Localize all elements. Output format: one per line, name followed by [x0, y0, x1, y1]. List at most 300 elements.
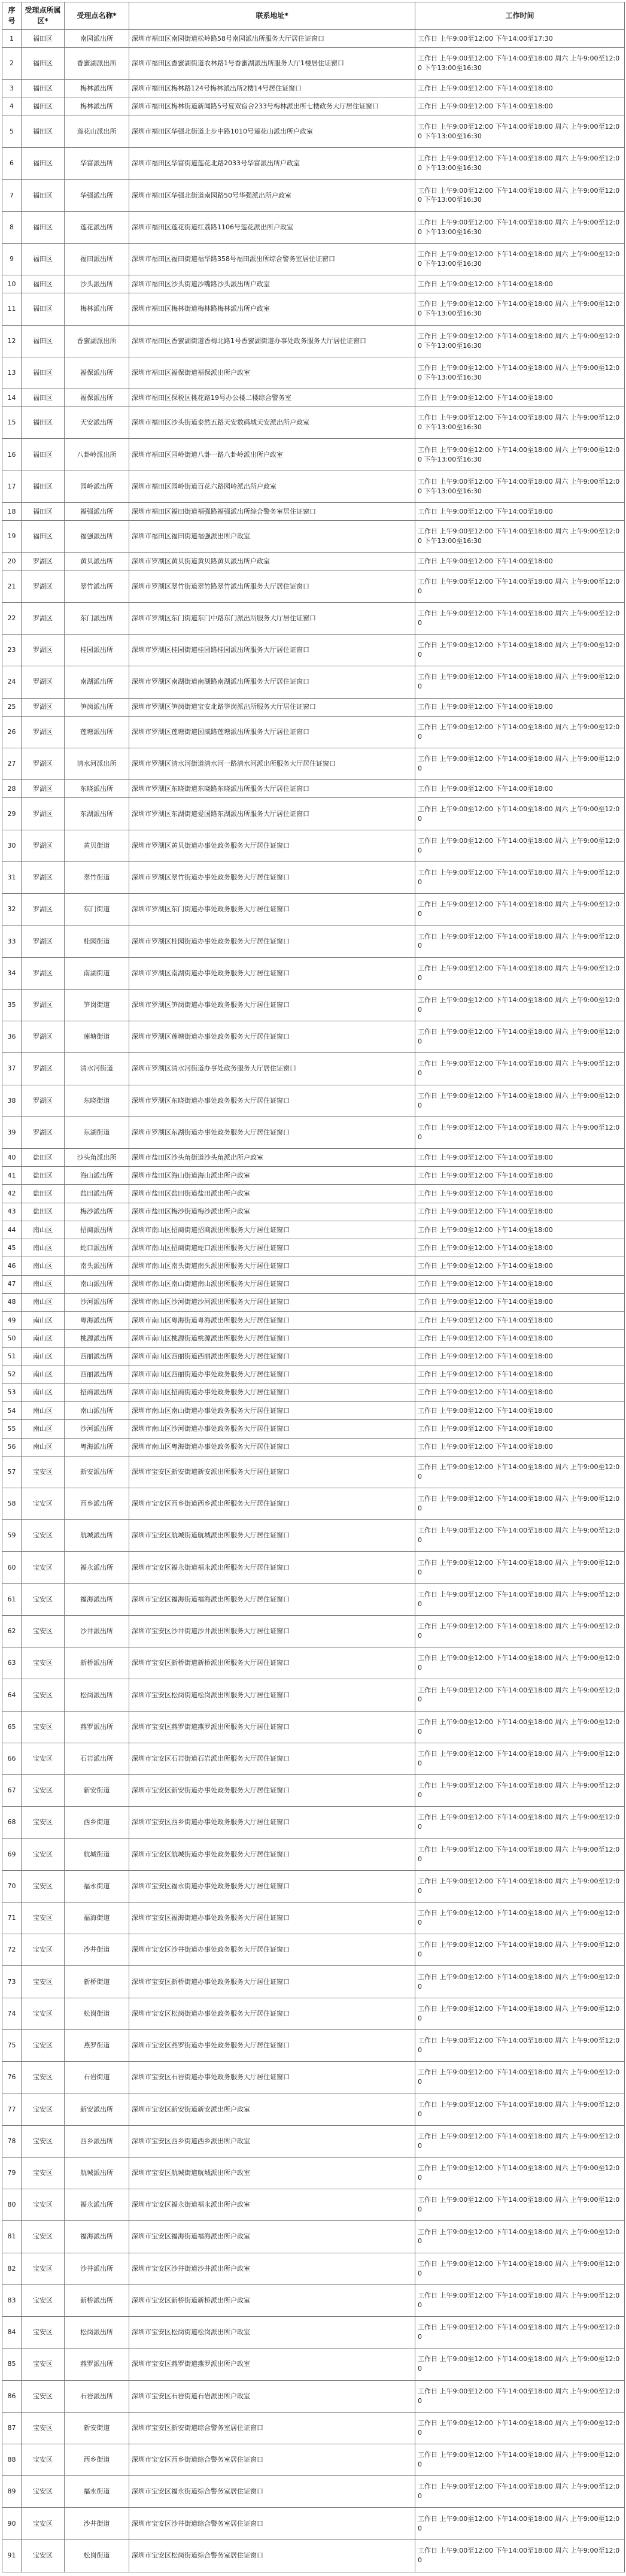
cell-address: 深圳市福田区梅林路124号梅林派出所2楼14号居住证窗口 [129, 80, 415, 98]
cell-hours: 工作日 上午9:00至12:00 下午14:00至18:00 [415, 1203, 625, 1221]
cell-station: 航城派出所 [65, 2157, 129, 2189]
cell-district: 宝安区 [22, 1647, 65, 1679]
cell-station: 沙头派出所 [65, 275, 129, 293]
cell-no: 63 [2, 1647, 22, 1679]
table-row [2, 1330, 625, 1348]
cell-station: 西丽派出所 [65, 1348, 129, 1366]
cell-hours: 工作日 上午9:00至12:00 下午14:00至18:00 周六 上午9:00至12:00 [415, 1085, 625, 1116]
cell-station: 沙井街道 [65, 2508, 129, 2539]
cell-station: 福海派出所 [65, 1583, 129, 1615]
table-row [2, 748, 625, 779]
header-row [2, 2, 625, 30]
cell-no: 66 [2, 1743, 22, 1774]
cell-no: 91 [2, 2539, 22, 2572]
cell-district: 宝安区 [22, 1807, 65, 1838]
table-row [2, 2253, 625, 2284]
cell-station: 天安派出所 [65, 407, 129, 439]
cell-district: 福田区 [22, 439, 65, 471]
cell-address: 深圳市宝安区石岩街道石岩派出所户政室 [129, 2380, 415, 2412]
cell-station: 梅林派出所 [65, 293, 129, 325]
table-row [2, 1366, 625, 1383]
cell-address: 深圳市南山区粤海街道办事处政务服务大厅居住证窗口 [129, 1438, 415, 1456]
cell-no: 39 [2, 1116, 22, 1148]
cell-no: 60 [2, 1552, 22, 1583]
cell-no: 2 [2, 48, 22, 80]
cell-address: 深圳市宝安区航城街道办事处政务服务大厅居住证窗口 [129, 1838, 415, 1870]
cell-district: 南山区 [22, 1348, 65, 1366]
cell-no: 33 [2, 926, 22, 957]
cell-no: 11 [2, 293, 22, 325]
cell-hours: 工作日 上午9:00至12:00 下午14:00至18:00 [415, 502, 625, 520]
cell-station: 福海街道 [65, 1903, 129, 1934]
cell-hours: 工作日 上午9:00至12:00 下午14:00至18:00 周六 上午9:00至12:00 下午13:00至16:30 [415, 439, 625, 471]
cell-hours: 工作日 上午9:00至12:00 下午14:00至18:00 周六 上午9:00至12:00 [415, 1807, 625, 1838]
cell-no: 10 [2, 275, 22, 293]
cell-no: 18 [2, 502, 22, 520]
table-row [2, 1402, 625, 1420]
table-row [2, 48, 625, 80]
cell-district: 盐田区 [22, 1149, 65, 1167]
cell-district: 福田区 [22, 98, 65, 116]
cell-hours: 工作日 上午9:00至12:00 下午14:00至18:00 周六 上午9:00至12:00 下午13:00至16:30 [415, 325, 625, 357]
cell-district: 罗湖区 [22, 1021, 65, 1053]
cell-hours: 工作日 上午9:00至12:00 下午14:00至18:00 [415, 1330, 625, 1348]
table-row [2, 1615, 625, 1647]
cell-address: 深圳市宝安区西乡街道办事处政务服务大厅居住证窗口 [129, 1807, 415, 1838]
table-row [2, 2125, 625, 2157]
cell-district: 南山区 [22, 1221, 65, 1239]
cell-address: 深圳市福田区香蜜湖街道香梅北路1号香蜜湖街道办事处政务服务大厅居住证窗口 [129, 325, 415, 357]
cell-district: 宝安区 [22, 1488, 65, 1519]
cell-address: 深圳市罗湖区桂园街道桂园路桂园派出所服务大厅居住证窗口 [129, 635, 415, 666]
cell-hours: 工作日 上午9:00至12:00 下午14:00至18:00 周六 上午9:00至12:00 [415, 1998, 625, 2029]
table-row [2, 1711, 625, 1743]
cell-address: 深圳市福田区福田街道福华路358号福田派出所综合警务室居住证窗口 [129, 243, 415, 275]
cell-address: 深圳市宝安区燕罗街道办事处政务服务大厅居住证窗口 [129, 2029, 415, 2061]
cell-address: 深圳市宝安区西乡街道综合警务室居住证窗口 [129, 2444, 415, 2475]
cell-hours: 工作日 上午9:00至12:00 下午14:00至18:00 周六 上午9:00至12:00 [415, 957, 625, 989]
cell-no: 21 [2, 571, 22, 602]
cell-no: 19 [2, 521, 22, 553]
cell-station: 笋岗街道 [65, 989, 129, 1021]
cell-hours: 工作日 上午9:00至12:00 下午14:00至18:00 周六 上午9:00至12:00 [415, 666, 625, 698]
table-row [2, 2157, 625, 2189]
table-row [2, 116, 625, 147]
cell-address: 深圳市罗湖区笋岗街道宝安北路笋岗派出所服务大厅居住证窗口 [129, 698, 415, 716]
cell-district: 宝安区 [22, 1998, 65, 2029]
cell-station: 福田派出所 [65, 243, 129, 275]
cell-station: 西乡街道 [65, 2444, 129, 2475]
cell-address: 深圳市宝安区福永街道综合警务室居住证窗口 [129, 2476, 415, 2508]
cell-district: 宝安区 [22, 2444, 65, 2475]
cell-no: 13 [2, 357, 22, 389]
cell-hours: 工作日 上午9:00至12:00 下午14:00至18:00 周六 上午9:00至12:00 [415, 2284, 625, 2316]
cell-station: 八卦岭派出所 [65, 439, 129, 471]
table-row [2, 780, 625, 798]
cell-no: 17 [2, 471, 22, 502]
table-row [2, 989, 625, 1021]
cell-station: 福永街道 [65, 1870, 129, 1902]
cell-station: 燕罗派出所 [65, 1711, 129, 1743]
cell-hours: 工作日 上午9:00至12:00 下午14:00至18:00 [415, 1366, 625, 1383]
cell-district: 罗湖区 [22, 798, 65, 830]
cell-address: 深圳市罗湖区翠竹街道办事处政务服务大厅居住证窗口 [129, 861, 415, 893]
cell-district: 福田区 [22, 293, 65, 325]
cell-district: 福田区 [22, 243, 65, 275]
cell-address: 深圳市福田区福田街道福强路福强派出所综合警务室居住证窗口 [129, 502, 415, 520]
cell-no: 82 [2, 2253, 22, 2284]
cell-station: 梅沙派出所 [65, 1203, 129, 1221]
cell-district: 罗湖区 [22, 861, 65, 893]
cell-address: 深圳市宝安区燕罗街道燕罗派出所户政室 [129, 2349, 415, 2380]
table-row [2, 243, 625, 275]
cell-no: 3 [2, 80, 22, 98]
cell-no: 62 [2, 1615, 22, 1647]
cell-hours: 工作日 上午9:00至12:00 下午14:00至18:00 周六 上午9:00至12:00 [415, 2029, 625, 2061]
cell-hours: 工作日 上午9:00至12:00 下午14:00至18:00 周六 上午9:00至12:00 下午13:00至16:30 [415, 357, 625, 389]
cell-no: 22 [2, 602, 22, 634]
cell-station: 梅林派出所 [65, 98, 129, 116]
cell-district: 宝安区 [22, 1743, 65, 1774]
table-row [2, 1903, 625, 1934]
cell-address: 深圳市宝安区松岗街道综合警务室居住证窗口 [129, 2539, 415, 2572]
table-row [2, 698, 625, 716]
table-row [2, 502, 625, 520]
cell-no: 72 [2, 1934, 22, 1966]
cell-district: 宝安区 [22, 2317, 65, 2349]
cell-station: 西乡派出所 [65, 2125, 129, 2157]
header-hours: 工作时间 [415, 2, 625, 30]
table-row [2, 1838, 625, 1870]
cell-no: 27 [2, 748, 22, 779]
cell-hours: 工作日 上午9:00至12:00 下午14:00至18:00 [415, 1257, 625, 1275]
cell-hours: 工作日 上午9:00至12:00 下午14:00至18:00 周六 上午9:00至12:00 [415, 748, 625, 779]
cell-address: 深圳市福田区梅林街道梅林路梅林派出所户政室 [129, 293, 415, 325]
cell-station: 燕罗街道 [65, 2029, 129, 2061]
table-row [2, 1311, 625, 1329]
table-row [2, 2062, 625, 2093]
cell-district: 罗湖区 [22, 571, 65, 602]
cell-station: 福永街道 [65, 2476, 129, 2508]
cell-no: 77 [2, 2093, 22, 2125]
table-row [2, 2444, 625, 2475]
cell-address: 深圳市宝安区新安街道办事处政务服务大厅居住证窗口 [129, 1775, 415, 1807]
cell-no: 87 [2, 2412, 22, 2444]
cell-address: 深圳市宝安区沙井街道沙井派出所服务大厅居住证窗口 [129, 1615, 415, 1647]
cell-hours: 工作日 上午9:00至12:00 下午14:00至18:00 周六 上午9:00至12:00 [415, 2412, 625, 2444]
cell-district: 南山区 [22, 1275, 65, 1293]
cell-station: 东晓派出所 [65, 780, 129, 798]
cell-station: 沙河派出所 [65, 1420, 129, 1438]
table-row [2, 1743, 625, 1774]
table-row [2, 30, 625, 48]
table-row [2, 2189, 625, 2221]
cell-district: 宝安区 [22, 2029, 65, 2061]
cell-station: 新安派出所 [65, 1456, 129, 1488]
cell-district: 宝安区 [22, 2412, 65, 2444]
cell-hours: 工作日 上午9:00至12:00 下午14:00至18:00 周六 上午9:00至12:00 [415, 1116, 625, 1148]
cell-district: 宝安区 [22, 1679, 65, 1711]
cell-no: 48 [2, 1293, 22, 1311]
cell-station: 福强派出所 [65, 502, 129, 520]
cell-address: 深圳市罗湖区莲塘街道办事处政务服务大厅居住证窗口 [129, 1021, 415, 1053]
cell-station: 燕罗派出所 [65, 2349, 129, 2380]
table-row [2, 1085, 625, 1116]
table-row [2, 2284, 625, 2316]
cell-no: 20 [2, 553, 22, 571]
cell-station: 沙井派出所 [65, 2253, 129, 2284]
cell-no: 36 [2, 1021, 22, 1053]
cell-station: 莲塘街道 [65, 1021, 129, 1053]
cell-hours: 工作日 上午9:00至12:00 下午14:00至18:00 周六 上午9:00至12:00 [415, 1488, 625, 1519]
cell-hours: 工作日 上午9:00至12:00 下午14:00至18:00 [415, 1149, 625, 1167]
cell-no: 55 [2, 1420, 22, 1438]
table-body [2, 30, 625, 2572]
cell-station: 新桥街道 [65, 1966, 129, 1998]
table-row [2, 471, 625, 502]
cell-hours: 工作日 上午9:00至12:00 下午14:00至18:00 周六 上午9:00至12:00 下午13:00至16:30 [415, 148, 625, 180]
cell-hours: 工作日 上午9:00至12:00 下午14:00至18:00 周六 上午9:00至12:00 [415, 2253, 625, 2284]
cell-address: 深圳市宝安区福永街道福永派出所户政室 [129, 2189, 415, 2221]
cell-station: 梅林派出所 [65, 80, 129, 98]
cell-no: 4 [2, 98, 22, 116]
cell-hours: 工作日 上午9:00至12:00 下午14:00至18:00 [415, 1348, 625, 1366]
cell-address: 深圳市福田区华富街道莲花北路2033号华富派出所户政室 [129, 148, 415, 180]
cell-no: 34 [2, 957, 22, 989]
table-row [2, 1775, 625, 1807]
cell-district: 南山区 [22, 1383, 65, 1401]
cell-station: 华强派出所 [65, 180, 129, 211]
cell-no: 42 [2, 1185, 22, 1203]
cell-district: 宝安区 [22, 2539, 65, 2572]
table-row [2, 148, 625, 180]
cell-hours: 工作日 上午9:00至12:00 下午14:00至18:00 [415, 553, 625, 571]
cell-address: 深圳市宝安区新桥街道新桥派出所户政室 [129, 2284, 415, 2316]
cell-address: 深圳市罗湖区南湖街道南湖路南湖派出所服务大厅居住证窗口 [129, 666, 415, 698]
cell-no: 29 [2, 798, 22, 830]
cell-station: 航城街道 [65, 1838, 129, 1870]
cell-address: 深圳市宝安区福海街道福海派出所户政室 [129, 2221, 415, 2253]
cell-station: 香蜜湖派出所 [65, 325, 129, 357]
cell-station: 石岩街道 [65, 2062, 129, 2093]
cell-hours: 工作日 上午9:00至12:00 下午14:00至18:00 周六 上午9:00至12:00 [415, 2221, 625, 2253]
table-row [2, 1583, 625, 1615]
cell-district: 福田区 [22, 211, 65, 243]
cell-station: 东晓街道 [65, 1085, 129, 1116]
header-station: 受理点名称* [65, 2, 129, 30]
cell-hours: 工作日 上午9:00至12:00 下午14:00至18:00 周六 上午9:00至12:00 [415, 2317, 625, 2349]
cell-district: 罗湖区 [22, 1053, 65, 1085]
cell-address: 深圳市宝安区福永街道办事处政务服务大厅居住证窗口 [129, 1870, 415, 1902]
header-no: 序号 [2, 2, 22, 30]
cell-district: 宝安区 [22, 2189, 65, 2221]
cell-address: 深圳市宝安区西乡街道西乡派出所户政室 [129, 2125, 415, 2157]
cell-address: 深圳市罗湖区黄贝街道黄贝路黄贝派出所户政室 [129, 553, 415, 571]
cell-address: 深圳市福田区园岭街道百花六路园岭派出所户政室 [129, 471, 415, 502]
service-points-table [2, 2, 625, 2572]
table-row [2, 861, 625, 893]
cell-no: 46 [2, 1257, 22, 1275]
cell-district: 南山区 [22, 1257, 65, 1275]
cell-station: 桂园派出所 [65, 635, 129, 666]
cell-no: 86 [2, 2380, 22, 2412]
table-row [2, 2508, 625, 2539]
cell-station: 沙井街道 [65, 1934, 129, 1966]
cell-district: 宝安区 [22, 1966, 65, 1998]
cell-station: 清水河派出所 [65, 748, 129, 779]
cell-station: 新桥派出所 [65, 2284, 129, 2316]
cell-address: 深圳市宝安区燕罗街道燕罗派出所服务大厅居住证窗口 [129, 1711, 415, 1743]
cell-hours: 工作日 上午9:00至12:00 下午14:00至18:00 [415, 1293, 625, 1311]
cell-address: 深圳市宝安区福海街道办事处政务服务大厅居住证窗口 [129, 1903, 415, 1934]
table-row [2, 1239, 625, 1257]
cell-district: 盐田区 [22, 1203, 65, 1221]
cell-hours: 工作日 上午9:00至12:00 下午14:00至18:00 周六 上午9:00至12:00 下午13:00至16:30 [415, 243, 625, 275]
table-row [2, 98, 625, 116]
cell-district: 福田区 [22, 357, 65, 389]
cell-hours: 工作日 上午9:00至12:00 下午14:00至18:00 周六 上午9:00至12:00 [415, 1903, 625, 1934]
cell-district: 宝安区 [22, 1934, 65, 1966]
table-row [2, 389, 625, 406]
cell-address: 深圳市福田区保税区桃花路19号办公楼二楼综合警务室 [129, 389, 415, 406]
cell-address: 深圳市宝安区松岗街道办事处政务服务大厅居住证窗口 [129, 1998, 415, 2029]
cell-station: 桂园街道 [65, 926, 129, 957]
table-row [2, 407, 625, 439]
cell-no: 79 [2, 2157, 22, 2189]
cell-hours: 工作日 上午9:00至12:00 下午14:00至18:00 周六 上午9:00至12:00 [415, 861, 625, 893]
cell-hours: 工作日 上午9:00至12:00 下午14:00至18:00 周六 上午9:00至12:00 [415, 1583, 625, 1615]
table-row [2, 1053, 625, 1085]
cell-address: 深圳市福田区园岭街道八卦一路八卦岭派出所户政室 [129, 439, 415, 471]
cell-district: 南山区 [22, 1311, 65, 1329]
table-row [2, 211, 625, 243]
table-row [2, 553, 625, 571]
cell-address: 深圳市盐田区梅沙街道梅沙派出所户政室 [129, 1203, 415, 1221]
cell-hours: 工作日 上午9:00至12:00 下午14:00至18:00 [415, 1275, 625, 1293]
cell-address: 深圳市南山区粤海街道粤海派出所服务大厅居住证窗口 [129, 1311, 415, 1329]
cell-district: 宝安区 [22, 1775, 65, 1807]
cell-hours: 工作日 上午9:00至12:00 下午14:00至18:00 周六 上午9:00至12:00 下午13:00至16:30 [415, 521, 625, 553]
cell-no: 73 [2, 1966, 22, 1998]
cell-district: 宝安区 [22, 1520, 65, 1552]
cell-address: 深圳市宝安区松岗街道松岗派出所服务大厅居住证窗口 [129, 1679, 415, 1711]
cell-no: 70 [2, 1870, 22, 1902]
table-row [2, 357, 625, 389]
cell-station: 南湖派出所 [65, 666, 129, 698]
cell-hours: 工作日 上午9:00至12:00 下午14:00至18:00 [415, 1402, 625, 1420]
cell-district: 福田区 [22, 30, 65, 48]
cell-address: 深圳市福田区梅林街道新闻路5号夏双宿舍233号梅林派出所七楼政务大厅居住证窗口 [129, 98, 415, 116]
cell-district: 罗湖区 [22, 989, 65, 1021]
cell-no: 83 [2, 2284, 22, 2316]
cell-district: 宝安区 [22, 1456, 65, 1488]
cell-hours: 工作日 上午9:00至12:00 下午14:00至18:00 周六 上午9:00至12:00 [415, 602, 625, 634]
cell-address: 深圳市罗湖区东晓街道办事处政务服务大厅居住证窗口 [129, 1085, 415, 1116]
cell-station: 海山派出所 [65, 1167, 129, 1185]
table-row [2, 894, 625, 926]
cell-no: 5 [2, 116, 22, 147]
cell-station: 东门派出所 [65, 602, 129, 634]
cell-station: 黄贝街道 [65, 830, 129, 861]
cell-district: 南山区 [22, 1438, 65, 1456]
cell-station: 东门街道 [65, 894, 129, 926]
cell-district: 宝安区 [22, 1870, 65, 1902]
cell-district: 罗湖区 [22, 926, 65, 957]
cell-station: 南头派出所 [65, 1257, 129, 1275]
cell-no: 51 [2, 1348, 22, 1366]
cell-station: 招商派出所 [65, 1383, 129, 1401]
cell-station: 招商派出所 [65, 1221, 129, 1239]
table-row [2, 1807, 625, 1838]
cell-hours: 工作日 上午9:00至12:00 下午14:00至18:00 周六 上午9:00至12:00 [415, 716, 625, 748]
cell-hours: 工作日 上午9:00至12:00 下午14:00至18:00 周六 上午9:00至12:00 [415, 1966, 625, 1998]
cell-no: 88 [2, 2444, 22, 2475]
cell-no: 14 [2, 389, 22, 406]
table-row [2, 1420, 625, 1438]
cell-address: 深圳市福田区南园街道松岭路58号南园派出所服务大厅居住证窗口 [129, 30, 415, 48]
cell-district: 福田区 [22, 471, 65, 502]
cell-hours: 工作日 上午9:00至12:00 下午14:00至18:00 周六 上午9:00至12:00 下午13:00至16:30 [415, 211, 625, 243]
cell-no: 68 [2, 1807, 22, 1838]
cell-station: 南湖街道 [65, 957, 129, 989]
header-address: 联系地址* [129, 2, 415, 30]
cell-hours: 工作日 上午9:00至12:00 下午14:00至18:00 周六 上午9:00至12:00 [415, 830, 625, 861]
cell-hours: 工作日 上午9:00至12:00 下午14:00至18:00 周六 上午9:00至12:00 [415, 989, 625, 1021]
cell-district: 福田区 [22, 521, 65, 553]
cell-hours: 工作日 上午9:00至12:00 下午14:00至18:00 周六 上午9:00至12:00 [415, 1021, 625, 1053]
cell-address: 深圳市罗湖区东门街道东门中路东门派出所服务大厅居住证窗口 [129, 602, 415, 634]
cell-station: 福永派出所 [65, 1552, 129, 1583]
cell-no: 81 [2, 2221, 22, 2253]
cell-station: 南园派出所 [65, 30, 129, 48]
cell-no: 25 [2, 698, 22, 716]
table-row [2, 1116, 625, 1148]
cell-district: 宝安区 [22, 2284, 65, 2316]
cell-district: 宝安区 [22, 2125, 65, 2157]
cell-station: 园岭派出所 [65, 471, 129, 502]
table-row [2, 1438, 625, 1456]
cell-no: 67 [2, 1775, 22, 1807]
cell-address: 深圳市南山区沙河街道沙河派出所服务大厅居住证窗口 [129, 1293, 415, 1311]
cell-no: 89 [2, 2476, 22, 2508]
cell-address: 深圳市南山区西丽街道西丽派出所服务大厅居住证窗口 [129, 1348, 415, 1366]
cell-district: 福田区 [22, 180, 65, 211]
table-row [2, 926, 625, 957]
cell-station: 东湖街道 [65, 1116, 129, 1148]
cell-hours: 工作日 上午9:00至12:00 下午14:00至18:00 周六 上午9:00至12:00 [415, 635, 625, 666]
cell-district: 福田区 [22, 407, 65, 439]
cell-no: 54 [2, 1402, 22, 1420]
cell-station: 福保派出所 [65, 389, 129, 406]
cell-station: 南山派出所 [65, 1275, 129, 1293]
cell-station: 盐田派出所 [65, 1185, 129, 1203]
cell-address: 深圳市南山区沙河街道办事处政务服务大厅居住证窗口 [129, 1420, 415, 1438]
cell-address: 深圳市宝安区石岩街道办事处政务服务大厅居住证窗口 [129, 2062, 415, 2093]
cell-no: 32 [2, 894, 22, 926]
table-row [2, 2093, 625, 2125]
cell-address: 深圳市罗湖区黄贝街道办事处政务服务大厅居住证窗口 [129, 830, 415, 861]
cell-district: 宝安区 [22, 1552, 65, 1583]
cell-station: 福永派出所 [65, 2189, 129, 2221]
table-row [2, 1647, 625, 1679]
table-row [2, 1293, 625, 1311]
cell-hours: 工作日 上午9:00至12:00 下午14:00至18:00 周六 上午9:00至12:00 [415, 1934, 625, 1966]
cell-hours: 工作日 上午9:00至12:00 下午14:00至18:00 周六 上午9:00至12:00 下午13:00至16:30 [415, 180, 625, 211]
cell-station: 新安派出所 [65, 2093, 129, 2125]
cell-no: 50 [2, 1330, 22, 1348]
cell-no: 16 [2, 439, 22, 471]
cell-station: 翠竹街道 [65, 861, 129, 893]
